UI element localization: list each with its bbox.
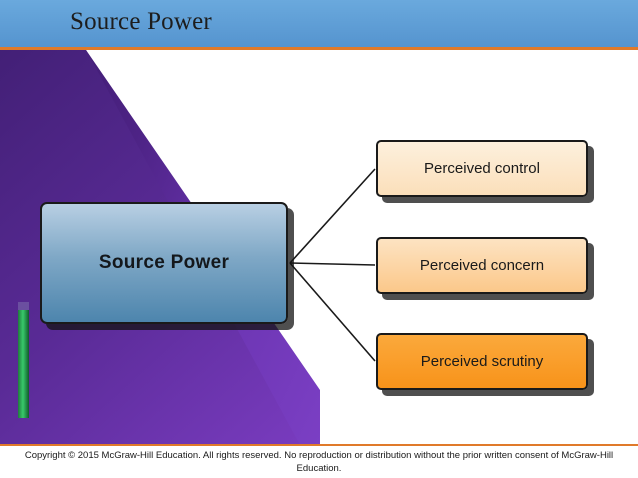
page-title: Source Power	[70, 8, 212, 35]
node-perceived-control-label: Perceived control	[424, 160, 540, 177]
node-perceived-concern[interactable]	[376, 237, 588, 294]
node-perceived-scrutiny[interactable]	[376, 333, 588, 390]
node-perceived-concern-label: Perceived concern	[419, 257, 545, 274]
node-perceived-control[interactable]	[376, 140, 588, 197]
copyright-notice: Copyright © 2015 McGraw-Hill Education. All rights reserved. No reproduction or distribution without the prior written consent of McGraw-Hill Education.	[24, 450, 614, 474]
node-source-power[interactable]	[40, 202, 288, 324]
footer-accent-rule	[0, 444, 638, 446]
node-perceived-scrutiny-label: Perceived scrutiny	[420, 353, 544, 370]
node-source-power-label: Source Power	[98, 252, 230, 273]
